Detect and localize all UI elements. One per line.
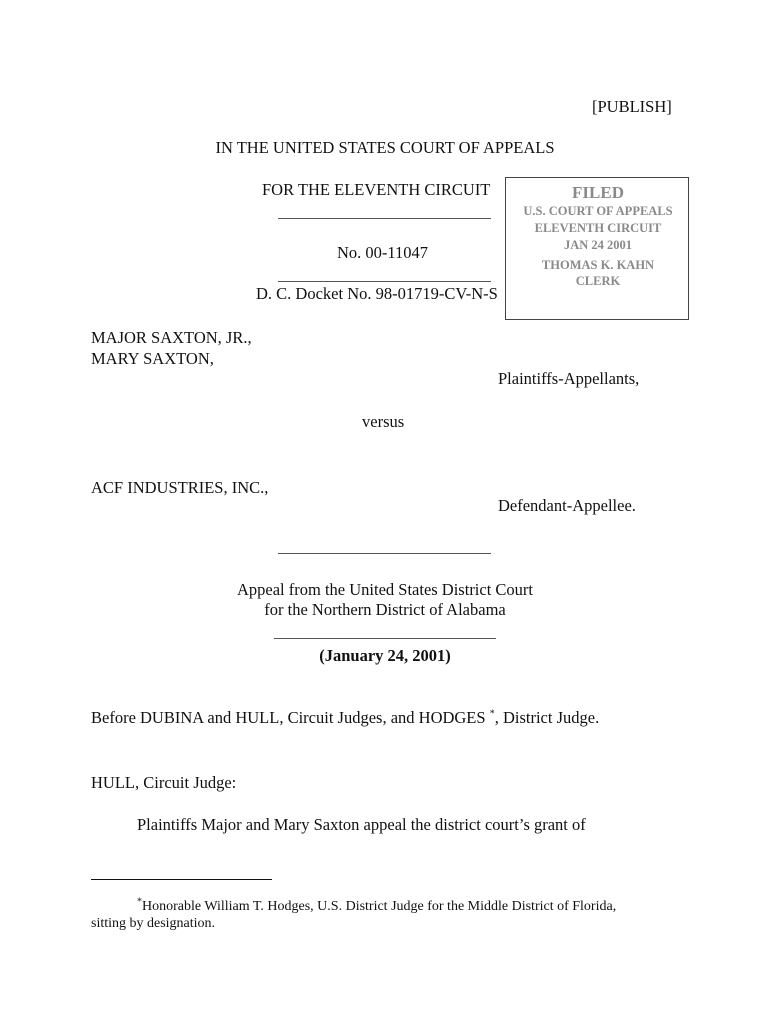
footnote-text: Honorable William T. Hodges, U.S. District Judge for the Middle District of Florida,: [142, 899, 617, 914]
publish-tag: [PUBLISH]: [592, 97, 672, 116]
stamp-filed: FILED: [572, 183, 624, 202]
case-number: No. 00-11047: [337, 243, 429, 262]
stamp-date: JAN 24 2001: [563, 238, 633, 252]
footnote-line-2: sitting by designation.: [91, 916, 216, 931]
appeal-line-1: Appeal from the United States District Court: [236, 580, 534, 599]
panel-footnote-marker: *: [489, 708, 495, 720]
divider-rule: [274, 638, 496, 639]
court-name: IN THE UNITED STATES COURT OF APPEALS: [215, 138, 555, 157]
opening-paragraph: Plaintiffs Major and Mary Saxton appeal the district court’s grant of: [137, 815, 586, 834]
defendant-name: ACF INDUSTRIES, INC.,: [91, 478, 269, 497]
plaintiff-2: MARY SAXTON,: [91, 349, 214, 368]
footnote-marker: *: [137, 896, 142, 908]
decision-date: (January 24, 2001): [319, 646, 451, 665]
stamp-circuit: ELEVENTH CIRCUIT: [534, 221, 662, 235]
docket-number: D. C. Docket No. 98-01719-CV-N-S: [256, 284, 498, 303]
footnote-rule: [91, 879, 272, 880]
circuit-name: FOR THE ELEVENTH CIRCUIT: [262, 180, 491, 199]
divider-rule: [278, 553, 491, 554]
author-line: HULL, Circuit Judge:: [91, 773, 237, 792]
footnote-line-1: [137, 898, 616, 916]
filed-stamp: [505, 177, 689, 320]
stamp-clerk-title: CLERK: [575, 274, 621, 288]
appeal-line-2: for the Northern District of Alabama: [264, 600, 506, 619]
versus-label: versus: [362, 412, 405, 431]
plaintiff-role: Plaintiffs-Appellants,: [498, 369, 640, 388]
stamp-clerk-name: THOMAS K. KAHN: [541, 258, 655, 272]
defendant-role: Defendant-Appellee.: [498, 496, 636, 515]
divider-rule: [278, 218, 491, 219]
divider-rule: [278, 281, 491, 282]
panel-after: , District Judge.: [494, 708, 600, 727]
panel-before: Before DUBINA and HULL, Circuit Judges, and HODGES: [91, 708, 486, 727]
plaintiff-1: MAJOR SAXTON, JR.,: [91, 328, 252, 347]
panel-line: [91, 708, 599, 728]
stamp-court: U.S. COURT OF APPEALS: [523, 204, 673, 218]
